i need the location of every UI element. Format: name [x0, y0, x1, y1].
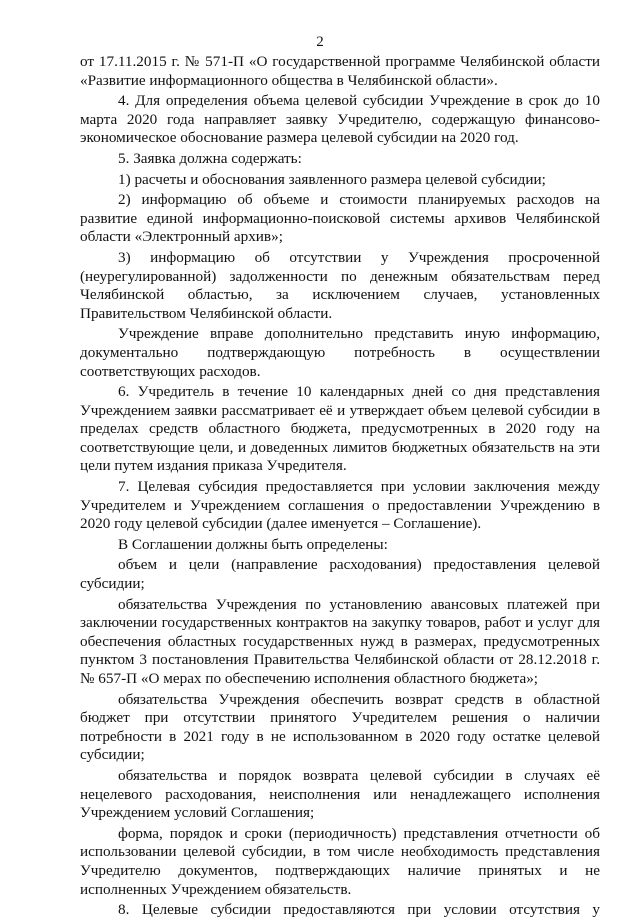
paragraph: объем и цели (направление расходования) предоставления целевой субсидии;	[80, 556, 600, 593]
paragraph: 4. Для определения объема целевой субсидии Учреждение в срок до 10 марта 2020 года направляет заявку Учредителю, содержащую финансово-экономическое обоснование размера целевой субсидии на 2020 год.	[80, 92, 600, 147]
paragraph: форма, порядок и сроки (периодичность) представления отчетности об использовании целевой субсидии, в том числе необходимость представления Учредителю документов, подтверждающих наличие принятых и не исполненных Учреждением обязательств.	[80, 824, 600, 898]
paragraph: В Соглашении должны быть определены:	[118, 535, 388, 553]
paragraph: обязательства и порядок возврата целевой субсидии в случаях её нецелевого расходования, неисполнения или ненадлежащего исполнения Учреждением условий Соглашения;	[80, 766, 600, 822]
paragraph: от 17.11.2015 г. № 571-П «О государственной программе Челябинской области «Развитие информационного общества в Челябинской области».	[80, 53, 600, 89]
page-number: 2	[316, 34, 324, 50]
paragraph: 7. Целевая субсидия предоставляется при условии заключения между Учредителем и Учреждением соглашения о предоставлении Учреждению в 2020 году целевой субсидии (далее именуется – Соглашение).	[80, 478, 600, 533]
paragraph: Учреждение вправе дополнительно представить иную информацию, документально подтверждающую потребность в осуществлении соответствующих расходов.	[80, 325, 600, 380]
document-body	[80, 53, 600, 920]
paragraph: 5. Заявка должна содержать:	[118, 149, 302, 167]
paragraph: 8. Целевые субсидии предоставляются при условии отсутствия у	[118, 901, 600, 919]
paragraph: 6. Учредитель в течение 10 календарных дней со дня представления Учреждением заявки рассматривает её и утверждает объем целевой субсидии в пределах средств областного бюджета, предусмотренных в 2020 году на соответствующие цели, и доведенных лимитов бюджетных обязательств на эти цели путем издания приказа Учредителя.	[80, 383, 600, 475]
paragraph: 3) информацию об отсутствии у Учреждения просроченной (неурегулированной) задолженности по денежным обязательствам перед Челябинской областью, за исключением случаев, установленных Правительством Челябинской области.	[80, 248, 600, 322]
paragraph: 1) расчеты и обоснования заявленного размера целевой субсидии;	[118, 170, 546, 188]
paragraph: 2) информацию об объеме и стоимости планируемых расходов на развитие единой информационно-поисковой системы архивов Челябинской области «Электронный архив»;	[80, 191, 600, 246]
paragraph: обязательства Учреждения обеспечить возврат средств в областной бюджет при отсутствии принятого Учредителем решения о наличии потребности в 2021 году в не использованном в 2020 году остатке целевой субсидии;	[80, 690, 600, 764]
paragraph: обязательства Учреждения по установлению авансовых платежей при заключении государственных контрактов на закупку товаров, работ и услуг для обеспечения областных государственных нужд в размерах, предусмотренных пунктом 3 постановления Правительства Челябинской области от 28.12.2018 г. № 657-П «О мерах по обеспечению исполнения областного бюджета»;	[80, 595, 600, 687]
